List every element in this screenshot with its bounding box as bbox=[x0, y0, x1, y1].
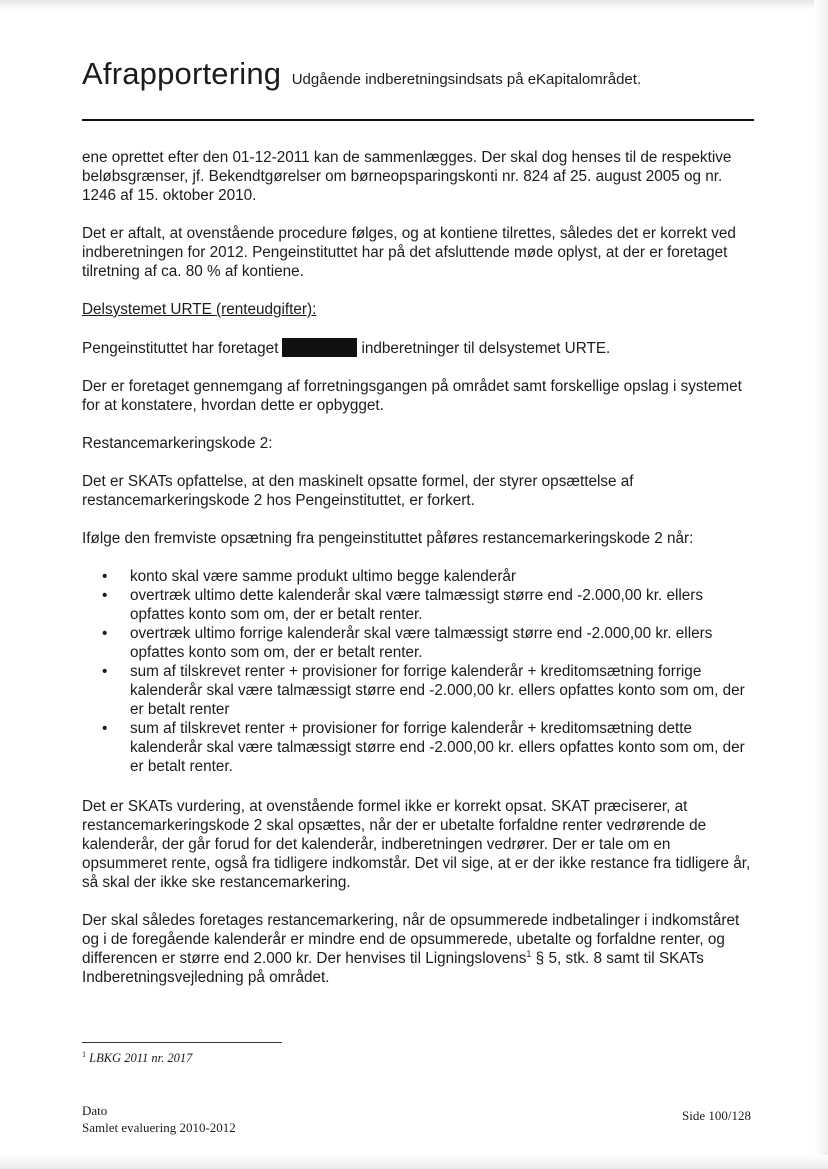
paragraph-3-start: Pengeinstituttet har foretaget bbox=[82, 340, 279, 357]
paragraph-7: Ifølge den fremviste opsætning fra pengeinstituttet påføres restancemarkeringskode 2 når: bbox=[82, 530, 694, 547]
paragraph-5: Restancemarkeringskode 2: bbox=[82, 435, 273, 452]
header-title: Afrapportering bbox=[82, 56, 282, 91]
footer-left bbox=[82, 1102, 236, 1136]
bullet-icon: • bbox=[102, 568, 108, 585]
list-item-text: overtræk ultimo forrige kalenderår skal være talmæssigt større end -2.000,00 kr. ellers opfattes konto som om, der er betalt renter. bbox=[130, 625, 713, 661]
header-subtitle: Udgående indberetningsindsats på eKapitalområdet. bbox=[291, 71, 642, 88]
paragraph-6: Det er SKATs opfattelse, at den maskinelt opsatte formel, der styrer opsættelse af restancemarkeringskode 2 hos Pengeinstituttet, er forkert. bbox=[82, 473, 634, 509]
redaction-box bbox=[282, 338, 357, 357]
list-item bbox=[102, 567, 754, 586]
page-number: Side 100/128 bbox=[682, 1108, 751, 1123]
list-item bbox=[102, 624, 754, 662]
scan-edge-bottom bbox=[0, 1155, 828, 1169]
list-item bbox=[102, 586, 754, 624]
scan-edge-right bbox=[814, 0, 828, 1169]
list-item-text: overtræk ultimo dette kalenderår skal være talmæssigt større end -2.000,00 kr. ellers opfattes konto som om, der er betalt renter. bbox=[130, 587, 704, 623]
bullet-icon: • bbox=[102, 587, 108, 604]
list-item bbox=[102, 662, 754, 719]
page-header bbox=[82, 56, 641, 92]
footer-document-title: Samlet evaluering 2010-2012 bbox=[82, 1120, 236, 1135]
bullet-list bbox=[82, 567, 754, 776]
footer-date-label: Dato bbox=[82, 1103, 108, 1118]
footnote bbox=[82, 1050, 192, 1066]
bullet-icon: • bbox=[102, 663, 108, 680]
paragraph-9-start: Der skal således foretages restancemarkering, når de opsummerede indbetalinger i indkomståret og i de foregående kalenderår er mindre end de opsummerede, ubetalte og forfaldne renter, og differencen er større end 2.000 kr. Der henvises til Ligningslovens bbox=[82, 912, 740, 967]
section-heading: Delsystemet URTE (renteudgifter): bbox=[82, 301, 317, 318]
paragraph-3 bbox=[82, 338, 754, 358]
footnote-reference: 1 bbox=[526, 949, 532, 959]
paragraph-2: Det er aftalt, at ovenstående procedure følges, og at kontiene tilrettes, således det er korrekt ved indberetningen for 2012. Pengeinstituttet har på det afsluttende møde oplyst, at der er foretaget tilretning af ca. 80 % af kontiene. bbox=[82, 225, 736, 280]
footnote-number: 1 bbox=[82, 1050, 86, 1059]
list-item-text: sum af tilskrevet renter + provisioner for forrige kalenderår + kreditomsætning dette kalenderår skal være talmæssigt større end -2.000,00 kr. ellers opfattes konto som om, der er betalt renter. bbox=[130, 720, 745, 775]
list-item-text: sum af tilskrevet renter + provisioner for forrige kalenderår + kreditomsætning forrige kalenderår skal være talmæssigt større end -2.000,00 kr. ellers opfattes konto som om, der er betalt renter bbox=[130, 663, 745, 718]
header-rule bbox=[82, 119, 754, 121]
footnote-text: LBKG 2011 nr. 2017 bbox=[89, 1051, 193, 1066]
paragraph-4: Der er foretaget gennemgang af forretningsgangen på området samt forskellige opslag i systemet for at konstatere, hvordan dette er opbygget. bbox=[82, 378, 742, 414]
bullet-icon: • bbox=[102, 720, 108, 737]
document-body bbox=[82, 148, 754, 1006]
bullet-icon: • bbox=[102, 625, 108, 642]
paragraph-1: ene oprettet efter den 01-12-2011 kan de sammenlægges. Der skal dog henses til de respektive beløbsgrænser, jf. Bekendtgørelser om børneopsparingskonti nr. 824 af 25. august 2005 og nr. 1246 af 15. oktober 2010. bbox=[82, 149, 732, 204]
scan-edge-top bbox=[0, 0, 828, 10]
paragraph-9-end: § 5, stk. 8 samt til SKATs Indberetningsvejledning på området. bbox=[82, 950, 704, 986]
list-item-text: konto skal være samme produkt ultimo begge kalenderår bbox=[130, 568, 517, 585]
list-item bbox=[102, 719, 754, 776]
paragraph-9 bbox=[82, 911, 754, 987]
paragraph-3-end: indberetninger til delsystemet URTE. bbox=[361, 340, 611, 357]
paragraph-8: Det er SKATs vurdering, at ovenstående formel ikke er korrekt opsat. SKAT præciserer, at restancemarkeringskode 2 skal opsættes, når der er ubetalte forfaldne renter vedrørende de kalenderår, der går forud for det kalenderår, indberetningen vedrører. Der er tale om en opsummeret rente, også fra tidligere indkomstår. Det vil sige, at er der ikke restance fra tidligere år, så skal der ikke ske restancemarkering. bbox=[82, 798, 751, 891]
footnote-rule bbox=[82, 1042, 282, 1043]
